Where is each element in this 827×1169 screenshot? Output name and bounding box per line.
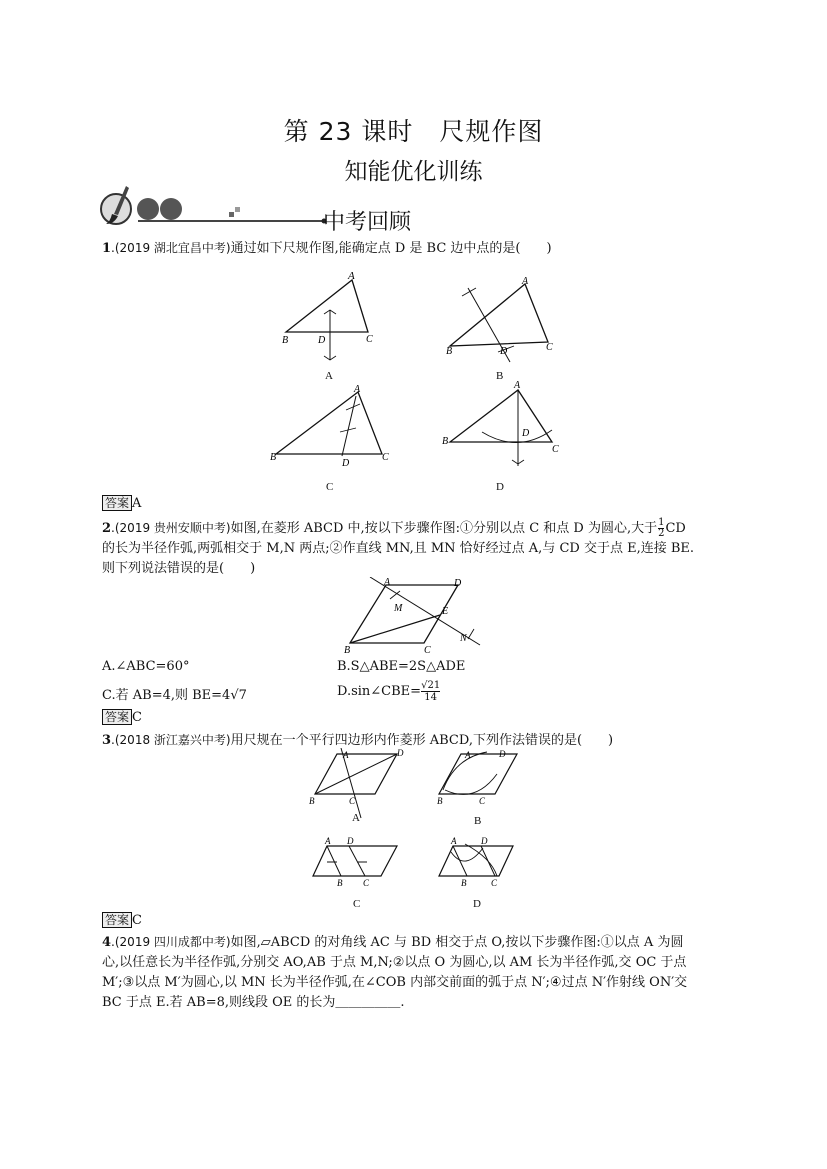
- q3-figures: [305, 748, 525, 908]
- q2-option-b: B.S△ABE=2S△ADE: [337, 659, 466, 674]
- q1-figure-b-caption: B: [496, 370, 504, 382]
- brush-icon: [101, 186, 131, 224]
- q3-figure-c: [313, 836, 397, 888]
- q2-answer: 答案 C: [102, 709, 142, 726]
- q3-figure-b-caption: B: [474, 815, 482, 827]
- svg-text:N: N: [460, 633, 467, 644]
- page-title: 第 23 课时 尺规作图: [283, 117, 544, 146]
- svg-text:C: C: [546, 342, 553, 353]
- svg-text:D: D: [454, 578, 462, 589]
- question-3: 3.(2018 浙江嘉兴中考)用尺规在一个平行四边形内作菱形 ABCD,下列作法错误的是( ): [102, 733, 614, 748]
- svg-text:B: B: [270, 452, 277, 463]
- svg-text:A: A: [514, 380, 521, 391]
- svg-text:B: B: [446, 346, 453, 357]
- svg-text:A: A: [354, 384, 361, 395]
- svg-text:A: A: [348, 270, 355, 282]
- q1-figure-d-caption: D: [496, 481, 504, 493]
- svg-text:C: C: [366, 334, 373, 345]
- svg-text:B: B: [337, 878, 343, 888]
- q1-figures: [270, 270, 570, 500]
- svg-text:D: D: [500, 346, 508, 357]
- svg-text:A: A: [451, 836, 457, 846]
- q3-figure-d: [439, 836, 513, 888]
- svg-text:C: C: [382, 452, 389, 463]
- svg-text:C: C: [363, 878, 370, 888]
- svg-text:E: E: [442, 606, 449, 617]
- q1-figure-c-caption: C: [326, 481, 334, 493]
- dot-icon: [160, 198, 182, 220]
- svg-text:B: B: [461, 878, 467, 888]
- svg-text:D: D: [481, 836, 488, 846]
- svg-text:B: B: [309, 796, 315, 806]
- svg-text:D: D: [397, 748, 404, 758]
- svg-text:A: A: [384, 577, 391, 588]
- q3-answer: 答案 C: [102, 912, 142, 929]
- svg-text:C: C: [479, 796, 486, 806]
- svg-text:B: B: [282, 335, 289, 346]
- question-4: 4.(2019 四川成都中考)如图,▱ABCD 的对角线 AC 与 BD 相交于点 O,按以下步骤作图:①以点 A 为圆 心,以任意长为半径作弧,分别交 AO,AB 于点 M,N;②以点 O 为圆心,以 AM 长为半径作弧,交 OC 于点 M′;③以点 M′为圆心,以 MN 长为半径作弧,在∠COB 内部交前面的弧于点 N′;④过点 N′作射线 ON′交 BC 于点 E.若 AB=8,则线段 OE 的长为＿＿＿＿＿.: [102, 935, 688, 1010]
- svg-text:C: C: [491, 878, 498, 888]
- q3-figure-c-caption: C: [353, 898, 361, 910]
- svg-text:A: A: [465, 750, 471, 760]
- q1-figure-c: [270, 384, 389, 469]
- q3-figure-a-caption: A: [352, 812, 360, 824]
- svg-text:C: C: [552, 444, 559, 455]
- q3-figure-b: [437, 749, 517, 806]
- svg-text:D: D: [342, 458, 350, 469]
- q1-answer: 答案 A: [102, 495, 141, 512]
- q2-option-c: C.若 AB=4,则 BE=4√7: [102, 688, 247, 703]
- svg-text:B: B: [442, 436, 449, 447]
- q2-option-d: D.sin∠CBE= $\frac{√21}{14}$: [337, 680, 441, 703]
- svg-text:M: M: [394, 603, 403, 614]
- q3-figure-a: [309, 748, 404, 818]
- question-2: 2.(2019 贵州安顺中考)如图,在菱形 ABCD 中,按以下步骤作图:①分别以点 C 和点 D 为圆心,大于 $\frac{1}{2}$ CD 的长为半径作弧,两弧相交于 M,N 两点;②作直线 MN,且 MN 恰好经过点 A,与 CD 交于点 E,连接 BE. 则下列说法错误的是( ): [102, 517, 695, 576]
- q2-option-a: A.∠ABC=60°: [102, 659, 190, 674]
- svg-text:A: A: [522, 276, 529, 287]
- section-banner-graphic: [98, 184, 338, 234]
- section-heading: 中考回顾: [323, 210, 412, 235]
- svg-text:C: C: [349, 796, 356, 806]
- svg-text:A: A: [325, 836, 331, 846]
- svg-text:D: D: [347, 836, 354, 846]
- svg-text:D: D: [318, 335, 326, 346]
- dot-icon: [137, 198, 159, 220]
- svg-text:C: C: [424, 645, 431, 656]
- svg-text:A: A: [343, 750, 349, 760]
- svg-text:B: B: [344, 645, 351, 656]
- question-1: 1.(2019 湖北宜昌中考)通过如下尺规作图,能确定点 D 是 BC 边中点的是( ): [102, 241, 552, 256]
- page-subtitle: 知能优化训练: [344, 159, 483, 185]
- svg-text:D: D: [499, 749, 506, 759]
- svg-text:B: B: [437, 796, 443, 806]
- svg-text:D: D: [522, 428, 530, 439]
- q3-figure-d-caption: D: [473, 898, 481, 910]
- q2-figure: [340, 577, 490, 657]
- q1-figure-a-caption: A: [325, 370, 333, 382]
- q1-figure-a: [282, 270, 373, 360]
- q1-figure-d: [442, 380, 559, 466]
- q1-figure-b: [446, 276, 553, 362]
